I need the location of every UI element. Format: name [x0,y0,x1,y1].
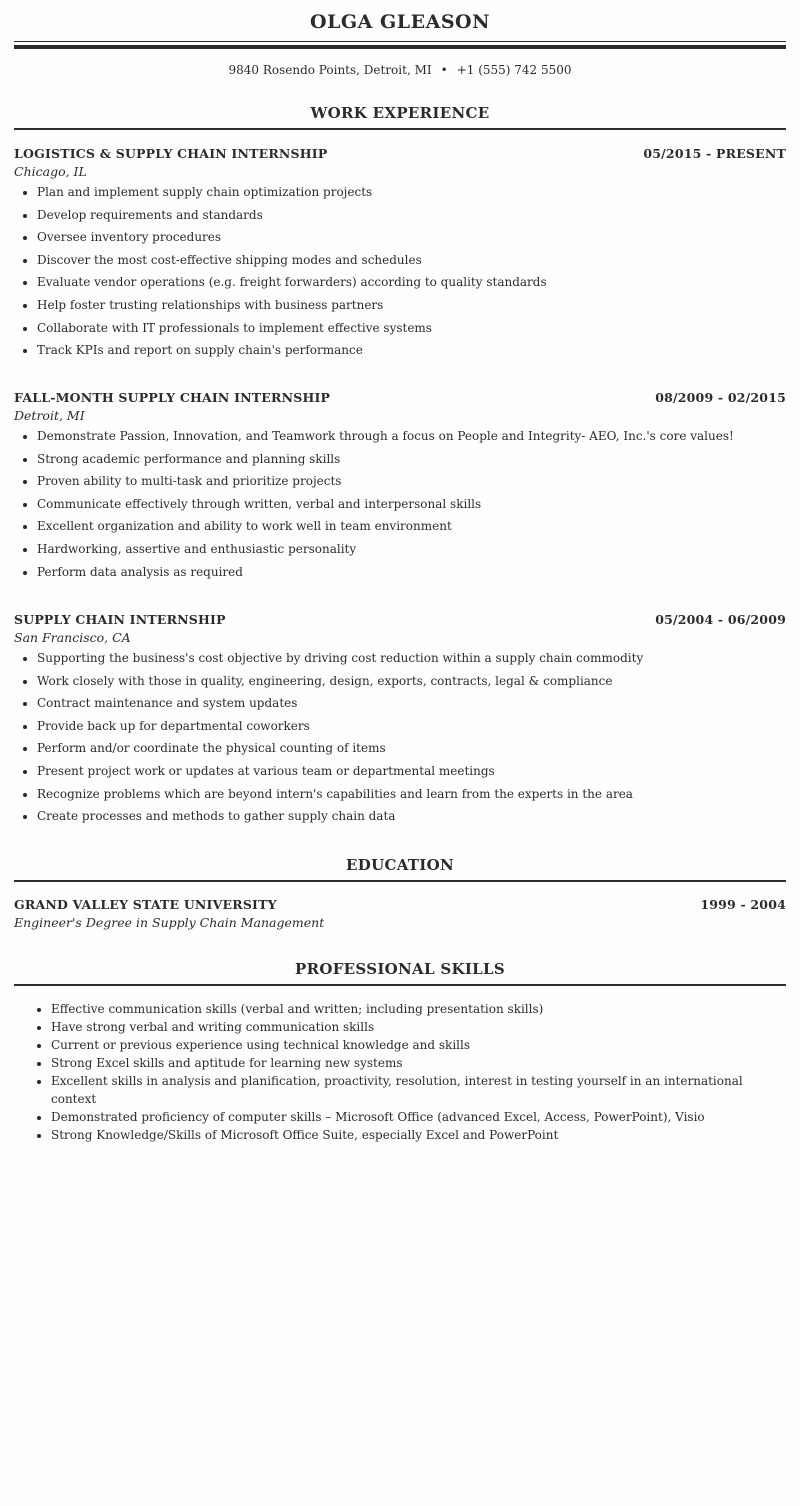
job-title: FALL-MONTH SUPPLY CHAIN INTERNSHIP [14,390,331,405]
skill-item: • Excellent skills in analysis and planification, proactivity, resolution, interest in testing yourself in an international context [51,1072,786,1108]
contact-address: 9840 Rosendo Points, Detroit, MI [228,63,432,77]
skill-item: • Effective communication skills (verbal and written; including presentation skills) [51,1000,786,1018]
skill-item: • Strong Excel skills and aptitude for learning new systems [51,1054,786,1072]
responsibility-item: • Communicate effectively through written, verbal and interpersonal skills [37,495,786,513]
job-responsibilities [14,649,786,825]
education-dates: 1999 - 2004 [700,897,786,912]
section-divider [14,128,786,130]
header-divider-thin [14,41,786,42]
resume-header [14,0,786,80]
skill-item: • Current or previous experience using technical knowledge and skills [51,1036,786,1054]
responsibility-item: • Track KPIs and report on supply chain's performance [37,341,786,359]
skills-section-header [14,959,786,986]
section-title-education: EDUCATION [346,856,454,874]
skill-item: • Strong Knowledge/Skills of Microsoft Office Suite, especially Excel and PowerPoint [51,1126,786,1144]
responsibility-item: • Help foster trusting relationships with business partners [37,296,786,314]
job-location: Detroit, MI [14,408,85,423]
skills-list [14,1000,786,1144]
skill-item: • Demonstrated proficiency of computer skills – Microsoft Office (advanced Excel, Access, PowerPoint), Visio [51,1108,786,1126]
job-responsibilities [14,427,786,581]
degree: Engineer's Degree in Supply Chain Management [14,915,325,930]
work-experience-section-header [14,103,786,130]
candidate-name: OLGA GLEASON [310,11,490,33]
section-divider [14,984,786,986]
responsibility-item: • Develop requirements and standards [37,206,786,224]
responsibility-item: • Discover the most cost-effective shipping modes and schedules [37,251,786,269]
section-title-work-experience: WORK EXPERIENCE [310,104,490,122]
education-section-header [14,855,786,882]
job-location: San Francisco, CA [14,630,131,645]
job-entry [14,611,786,830]
responsibility-item: • Proven ability to multi-task and prioritize projects [37,472,786,490]
section-title-skills: PROFESSIONAL SKILLS [295,960,505,978]
job-title: LOGISTICS & SUPPLY CHAIN INTERNSHIP [14,146,328,161]
responsibility-item: • Hardworking, assertive and enthusiastic personality [37,540,786,558]
skills-list-wrapper [14,1000,786,1144]
contact-line [14,60,786,80]
job-title: SUPPLY CHAIN INTERNSHIP [14,612,226,627]
responsibility-item: • Perform and/or coordinate the physical counting of items [37,739,786,757]
responsibility-item: • Provide back up for departmental coworkers [37,717,786,735]
responsibility-item: • Plan and implement supply chain optimization projects [37,183,786,201]
responsibility-item: • Demonstrate Passion, Innovation, and Teamwork through a focus on People and Integrity- AEO, Inc.'s core values! [37,427,786,445]
responsibility-item: • Evaluate vendor operations (e.g. freight forwarders) according to quality standards [37,273,786,291]
job-dates: 05/2015 - PRESENT [643,146,786,161]
responsibility-item: • Contract maintenance and system updates [37,694,786,712]
section-divider [14,880,786,882]
responsibility-item: • Strong academic performance and planning skills [37,450,786,468]
responsibility-item: • Present project work or updates at various team or departmental meetings [37,762,786,780]
responsibility-item: • Oversee inventory procedures [37,228,786,246]
responsibility-item: • Perform data analysis as required [37,563,786,581]
responsibility-item: • Collaborate with IT professionals to implement effective systems [37,319,786,337]
job-responsibilities [14,183,786,359]
education-entry [14,896,786,932]
job-dates: 08/2009 - 02/2015 [655,390,786,405]
responsibility-item: • Work closely with those in quality, engineering, design, exports, contracts, legal & compliance [37,672,786,690]
header-divider-thick [14,45,786,49]
job-dates: 05/2004 - 06/2009 [655,612,786,627]
job-entry [14,389,786,585]
contact-separator: • [440,63,448,77]
responsibility-item: • Supporting the business's cost objective by driving cost reduction within a supply chain commodity [37,649,786,667]
contact-phone: +1 (555) 742 5500 [456,63,572,77]
school-name: GRAND VALLEY STATE UNIVERSITY [14,897,277,912]
responsibility-item: • Recognize problems which are beyond intern's capabilities and learn from the experts in the area [37,785,786,803]
job-entry [14,145,786,364]
skill-item: • Have strong verbal and writing communication skills [51,1018,786,1036]
responsibility-item: • Excellent organization and ability to work well in team environment [37,517,786,535]
job-location: Chicago, IL [14,164,87,179]
responsibility-item: • Create processes and methods to gather supply chain data [37,807,786,825]
